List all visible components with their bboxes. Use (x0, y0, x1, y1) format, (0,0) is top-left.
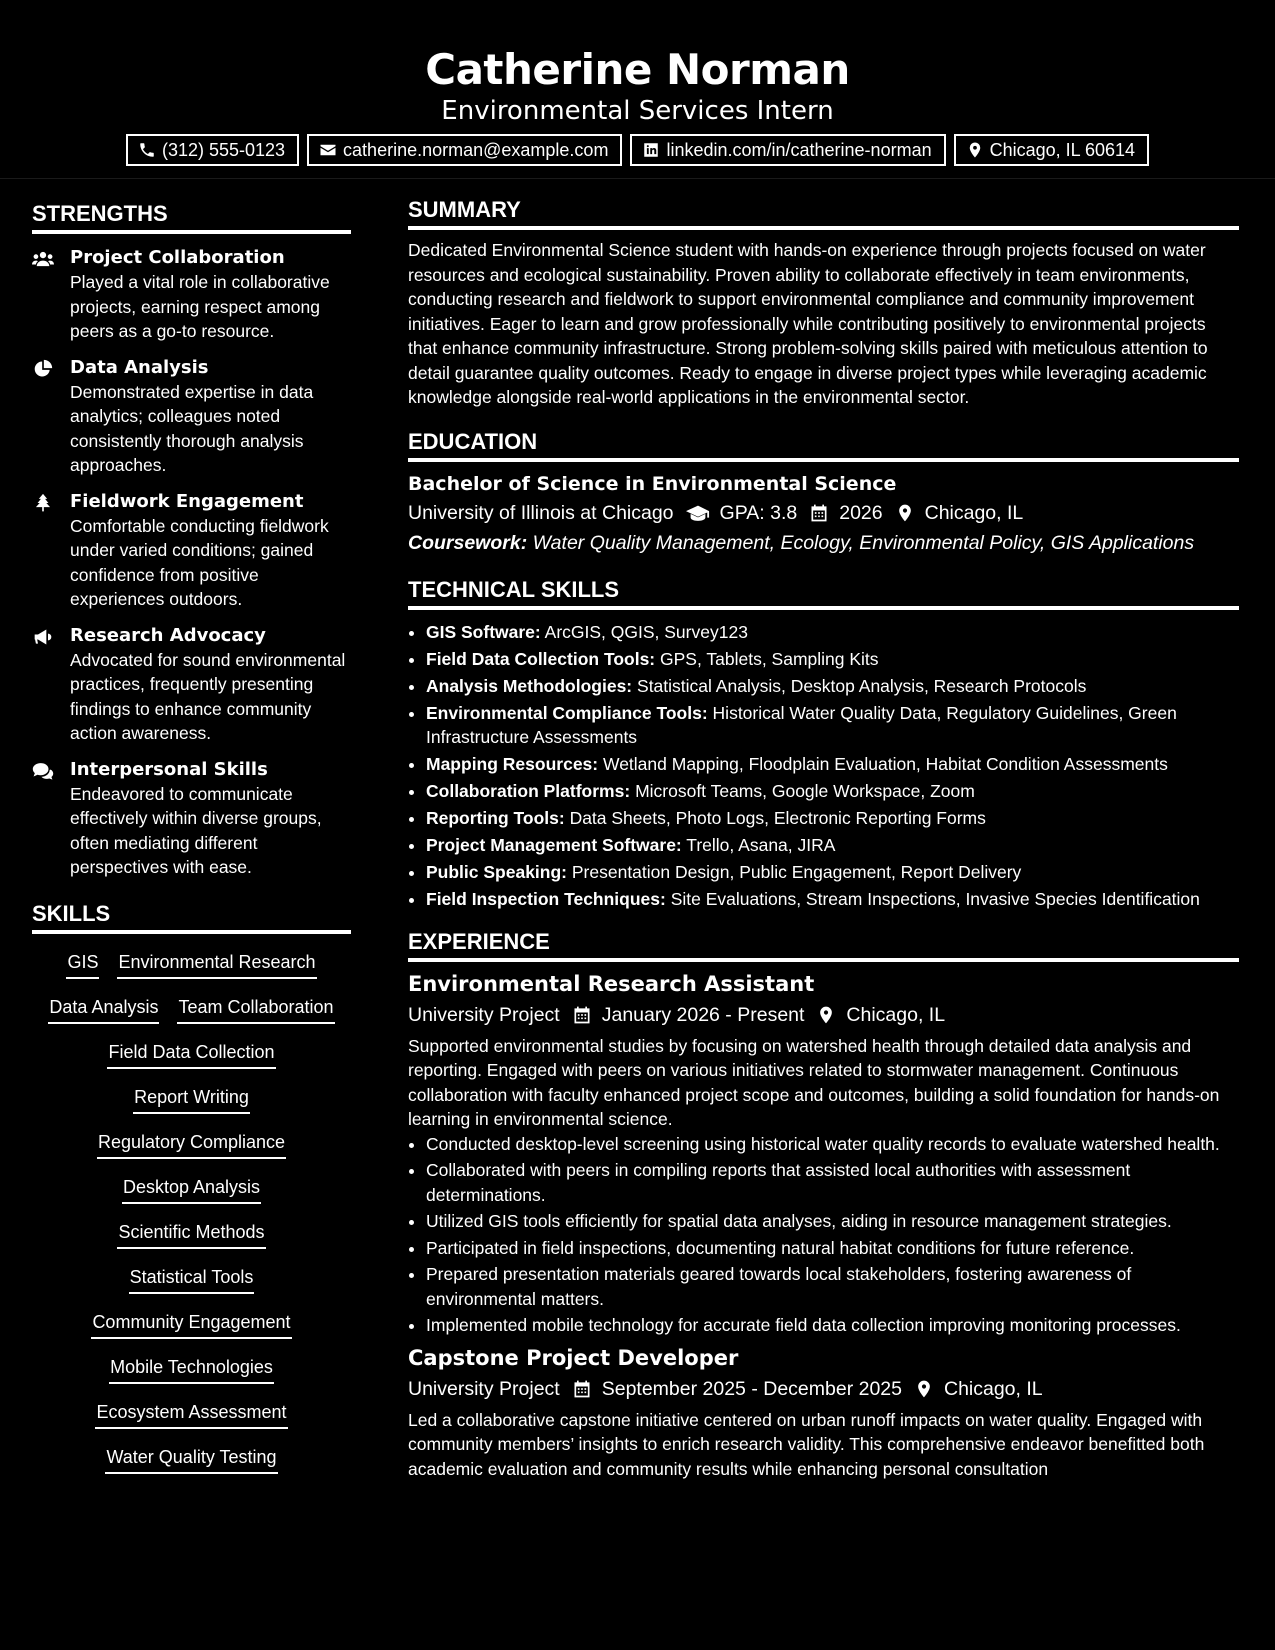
grad-year: 2026 (839, 501, 883, 524)
job-org: University Project (408, 1377, 560, 1400)
job-bullet: • Participated in field inspections, documenting natural habitat conditions for future reference. (426, 1236, 1239, 1261)
technical-skill-label: Environmental Compliance Tools: (426, 702, 708, 723)
job-entry (408, 1344, 1239, 1482)
map-pin-icon (895, 503, 915, 523)
job-bullets (408, 1132, 1239, 1338)
technical-skill-item (426, 833, 1239, 857)
technical-skills-list (408, 620, 1239, 911)
job-location: Chicago, IL (846, 1003, 946, 1026)
strength-title: Interpersonal Skills (70, 758, 268, 780)
technical-skill-value: Trello, Asana, JIRA (686, 834, 836, 855)
skill-row (32, 1394, 351, 1439)
skill-row (32, 1214, 351, 1259)
skill-tag: Regulatory Compliance (97, 1130, 286, 1159)
calendar-icon (809, 503, 829, 523)
email-text: catherine.norman@example.com (343, 139, 609, 160)
skill-row (32, 1169, 351, 1214)
coursework-text: Water Quality Management, Ecology, Environmental Policy, GIS Applications (532, 531, 1195, 554)
envelope-icon (319, 141, 337, 159)
skill-row (32, 1079, 351, 1124)
technical-skill-value: GPS, Tablets, Sampling Kits (660, 648, 879, 669)
skill-tag: Team Collaboration (177, 995, 334, 1024)
phone-icon (138, 141, 156, 159)
map-pin-icon (966, 141, 984, 159)
summary-text: Dedicated Environmental Science student with hands-on experience through projects focused on water resources and ecological sustainability. Proven ability to collaborate effectively in team environments, conducting research and fieldwork to support environmental compliance and community improvement initiatives. Eager to learn and grow professionally while contributing positively to environmental projects that enhance community infrastructure. Strong problem-solving skills paired with meticulous attention to detail guarantee quality outcomes. Ready to engage in diverse project types while leveraging academic knowledge alongside real-world applications in the environmental sector. (408, 240, 1208, 407)
summary-heading: SUMMARY (408, 178, 1239, 230)
skill-row (32, 1349, 351, 1394)
skills-heading: SKILLS (32, 880, 351, 934)
technical-skill-label: Mapping Resources: (426, 753, 599, 774)
skill-row (32, 1034, 351, 1079)
technical-skill-value: ArcGIS, QGIS, Survey123 (544, 621, 748, 642)
job-title: Environmental Research Assistant (408, 971, 815, 996)
technical-skill-item (426, 887, 1239, 911)
strength-item (32, 624, 351, 746)
map-pin-icon (914, 1379, 934, 1399)
strength-item (32, 490, 351, 612)
strength-title: Project Collaboration (70, 247, 285, 268)
job-bullet: • Prepared presentation materials geared towards local stakeholders, fostering awareness of environmental matters. (426, 1262, 1239, 1311)
skill-tag: Data Analysis (48, 995, 159, 1024)
skill-row (32, 1439, 351, 1484)
strength-desc: Demonstrated expertise in data analytics; colleagues noted consistently thorough analysis approaches. (70, 381, 314, 475)
technical-skill-item (426, 806, 1239, 830)
strength-item (32, 758, 351, 880)
technical-skills-heading: TECHNICAL SKILLS (408, 558, 1239, 610)
technical-skill-value: Data Sheets, Photo Logs, Electronic Reporting Forms (569, 807, 986, 828)
technical-skill-value: Presentation Design, Public Engagement, Report Delivery (571, 861, 1022, 882)
strength-desc: Advocated for sound environmental practices, frequently presenting findings to enhance community action awareness. (70, 649, 346, 743)
strength-item (32, 356, 351, 478)
phone-text: (312) 555-0123 (161, 139, 286, 160)
candidate-title: Environmental Services Intern (441, 96, 834, 126)
job-description: Supported environmental studies by focusing on watershed health through detailed data analysis and reporting. Engaged with peers on various initiatives related to stormwater management. Continuous collaboration with faculty enhanced project scope and outcomes, building a solid foundation for hands-on learning in environmental science. (408, 1035, 1220, 1129)
skill-row (32, 1259, 351, 1304)
technical-skill-label: Reporting Tools: (426, 807, 565, 828)
technical-skill-value: Statistical Analysis, Desktop Analysis, Research Protocols (637, 675, 1087, 696)
users-icon (32, 249, 54, 269)
pie-chart-icon (32, 359, 54, 379)
job-bullet: • Utilized GIS tools efficiently for spatial data analyses, aiding in resource management strategies. (426, 1209, 1239, 1234)
skill-row (32, 1124, 351, 1169)
coursework-label: Coursework: (408, 531, 528, 554)
technical-skill-value: Microsoft Teams, Google Workspace, Zoom (635, 780, 975, 801)
skill-tag: GIS (66, 950, 99, 979)
strength-title: Fieldwork Engagement (70, 490, 304, 512)
technical-skill-label: Analysis Methodologies: (426, 675, 633, 696)
strength-desc: Comfortable conducting fieldwork under varied conditions; gained confidence from positive experiences outdoors. (70, 515, 329, 609)
strength-item (32, 246, 351, 344)
gpa-text: GPA: 3.8 (719, 501, 798, 524)
skill-row (32, 989, 351, 1034)
technical-skill-item (426, 647, 1239, 671)
job-dates: September 2025 - December 2025 (601, 1377, 902, 1400)
experience-heading: EXPERIENCE (408, 914, 1239, 962)
job-meta (408, 1374, 1239, 1404)
technical-skill-value: Historical Water Quality Data, Regulatory Guidelines, Green Infrastructure Assessments (426, 702, 1177, 747)
job-location: Chicago, IL (943, 1377, 1043, 1400)
job-bullet: • Conducted desktop-level screening using historical water quality records to evaluate watershed health. (426, 1132, 1239, 1157)
calendar-icon (572, 1005, 592, 1025)
job-dates: January 2026 - Present (601, 1003, 805, 1026)
technical-skill-item (426, 779, 1239, 803)
skill-tag: Desktop Analysis (122, 1175, 261, 1204)
technical-skill-label: Project Management Software: (426, 834, 682, 855)
job-entry (408, 970, 1239, 1338)
job-meta (408, 1000, 1239, 1030)
calendar-icon (572, 1379, 592, 1399)
skill-tag: Statistical Tools (129, 1265, 255, 1294)
strength-desc: Played a vital role in collaborative projects, earning respect among peers as a go-to resource. (70, 272, 330, 341)
map-pin-icon (816, 1005, 836, 1025)
technical-skill-label: GIS Software: (426, 621, 541, 642)
job-bullet: • Implemented mobile technology for accurate field data collection improving monitoring processes. (426, 1313, 1239, 1338)
skill-tag: Report Writing (133, 1085, 250, 1114)
strengths-list (32, 246, 351, 880)
technical-skill-item (426, 752, 1239, 776)
candidate-name: Catherine Norman (425, 45, 850, 94)
technical-skill-label: Collaboration Platforms: (426, 780, 631, 801)
technical-skill-item (426, 674, 1239, 698)
contact-location[interactable] (954, 134, 1149, 166)
strength-title: Research Advocacy (70, 624, 266, 646)
skill-tag: Mobile Technologies (109, 1355, 274, 1384)
strength-title: Data Analysis (70, 356, 209, 378)
job-description: Led a collaborative capstone initiative centered on urban runoff impacts on water quality. Engaged with community members’ insights to enrich research validity. This comprehensive endeavor benefitted both academic evaluation and community results while enhancing personal consultation (408, 1409, 1205, 1479)
graduation-cap-icon (686, 503, 710, 523)
linkedin-icon (642, 141, 660, 159)
skill-tag: Environmental Research (117, 950, 316, 979)
skill-row (32, 1304, 351, 1349)
technical-skill-value: Site Evaluations, Stream Inspections, Invasive Species Identification (670, 888, 1200, 909)
left-column (32, 178, 351, 1484)
technical-skill-item (426, 701, 1239, 749)
coursework-line (408, 528, 1239, 558)
location-text: Chicago, IL 60614 (989, 139, 1136, 160)
strengths-heading: STRENGTHS (32, 178, 351, 234)
contact-phone[interactable] (126, 134, 299, 166)
skill-row (32, 944, 351, 989)
education-meta (408, 498, 1239, 528)
technical-skill-item (426, 860, 1239, 884)
contact-linkedin[interactable] (630, 134, 945, 166)
right-column (408, 178, 1239, 1481)
technical-skill-label: Public Speaking: (426, 861, 567, 882)
skill-tag: Field Data Collection (107, 1040, 275, 1069)
job-bullet: • Collaborated with peers in compiling reports that assisted local authorities with assessment determinations. (426, 1158, 1239, 1207)
skill-tag: Scientific Methods (117, 1220, 265, 1249)
contact-bar (0, 134, 1275, 166)
linkedin-text: linkedin.com/in/catherine-norman (666, 139, 932, 160)
technical-skill-value: Wetland Mapping, Floodplain Evaluation, Habitat Condition Assessments (603, 753, 1168, 774)
degree-title: Bachelor of Science in Environmental Science (408, 472, 897, 495)
resume-header (0, 0, 1275, 179)
school-location: Chicago, IL (924, 501, 1024, 524)
strength-desc: Endeavored to communicate effectively within diverse groups, often mediating different perspectives with ease. (70, 783, 322, 877)
technical-skill-item (426, 620, 1239, 644)
job-title: Capstone Project Developer (408, 1345, 739, 1370)
school-name: University of Illinois at Chicago (408, 501, 674, 524)
megaphone-icon (32, 627, 54, 647)
technical-skill-label: Field Data Collection Tools: (426, 648, 656, 669)
skill-tag: Ecosystem Assessment (95, 1400, 287, 1429)
skills-list (32, 934, 351, 1484)
education-heading: EDUCATION (408, 410, 1239, 462)
technical-skill-label: Field Inspection Techniques: (426, 888, 666, 909)
contact-email[interactable] (307, 134, 622, 166)
comments-icon (32, 761, 54, 781)
job-org: University Project (408, 1003, 560, 1026)
skill-tag: Water Quality Testing (105, 1445, 277, 1474)
tree-icon (32, 493, 54, 513)
skill-tag: Community Engagement (91, 1310, 291, 1339)
